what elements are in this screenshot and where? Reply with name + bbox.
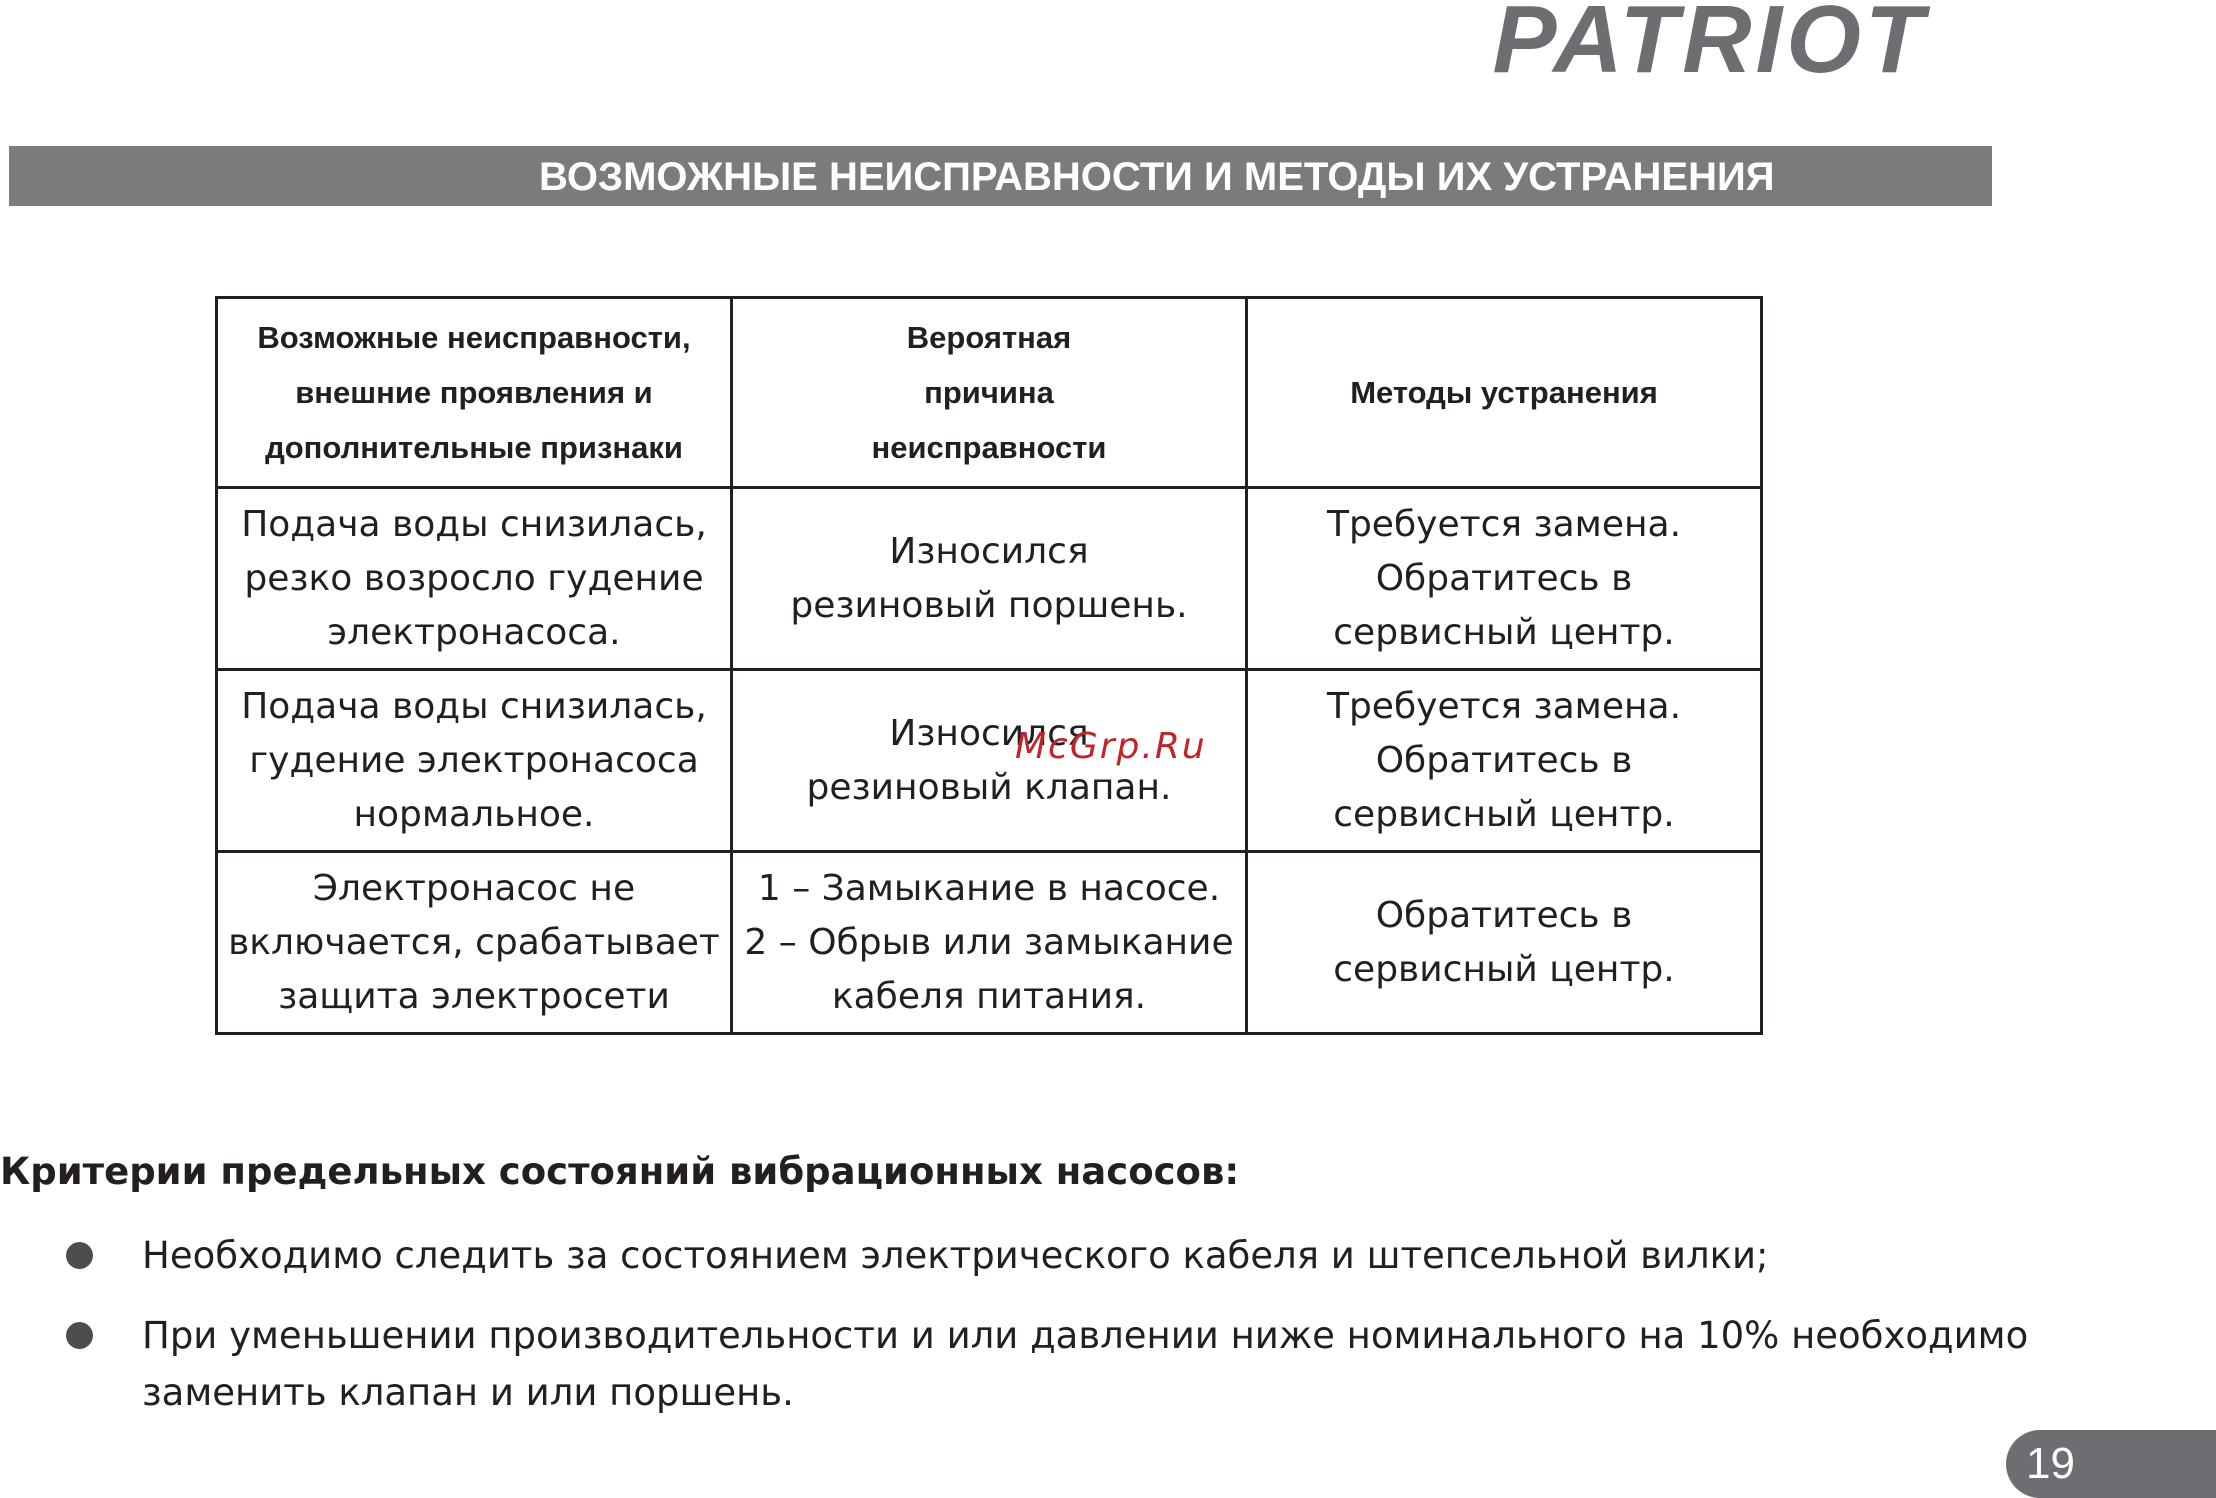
- page-number: 19: [2006, 1430, 2216, 1498]
- cell-cause: 1 – Замыкание в насосе. 2 – Обрыв или замыкание кабеля питания.: [732, 852, 1247, 1034]
- logo-text: PATRIOT: [1492, 0, 1928, 78]
- cell-remedy: Требуется замена. Обратитесь в сервисный центр.: [1247, 488, 1762, 670]
- header-symptoms: Возможные неисправности, внешние проявления и дополнительные признаки: [217, 298, 732, 488]
- cell-symptom: Подача воды снизилась, гудение электронасоса нормальное.: [217, 670, 732, 852]
- fault-table: [215, 296, 1763, 1035]
- watermark-text: McGrp.Ru: [1015, 726, 1207, 767]
- bullet-icon: [66, 1322, 93, 1349]
- table-row: [217, 488, 1762, 670]
- table-header-row: [217, 298, 1762, 488]
- cell-cause: Износился резиновый поршень.: [732, 488, 1247, 670]
- header-remedy: Методы устранения: [1247, 298, 1762, 488]
- table-row: [217, 670, 1762, 852]
- section-banner: [9, 146, 1992, 206]
- bullet-icon: [66, 1242, 93, 1269]
- cell-remedy: Обратитесь в сервисный центр.: [1247, 852, 1762, 1034]
- cell-cause: Износился резиновый клапан.: [732, 670, 1247, 852]
- cell-remedy: Требуется замена. Обратитесь в сервисный центр.: [1247, 670, 1762, 852]
- criteria-title: Критерии предельных состояний вибрационных насосов:: [0, 1150, 1240, 1193]
- table-row: [217, 852, 1762, 1034]
- header-cause: Вероятная причина неисправности: [732, 298, 1247, 488]
- cell-symptom: Электронасос не включается, срабатывает защита электросети: [217, 852, 732, 1034]
- cell-symptom: Подача воды снизилась, резко возросло гудение электронасоса.: [217, 488, 732, 670]
- patriot-logo: [1425, 0, 1995, 78]
- section-title: ВОЗМОЖНЫЕ НЕИСПРАВНОСТИ И МЕТОДЫ ИХ УСТРАНЕНИЯ: [539, 155, 1775, 199]
